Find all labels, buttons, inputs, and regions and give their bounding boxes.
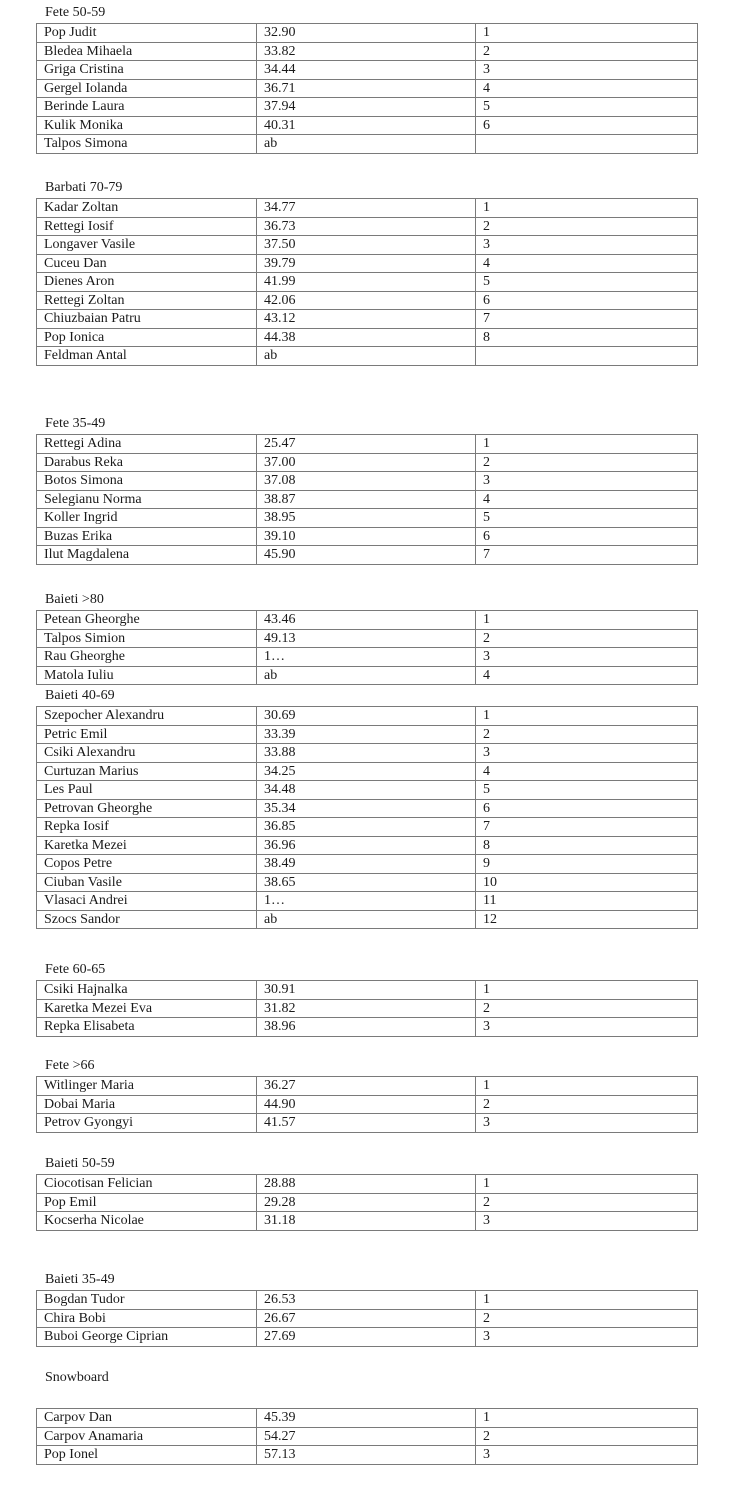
place-cell: 4 <box>476 490 698 509</box>
table-row <box>37 1409 698 1428</box>
time-cell: 31.82 <box>257 999 476 1018</box>
athlete-name-cell: Griga Cristina <box>37 61 257 80</box>
athlete-name-cell: Vlasaci Andrei <box>37 892 257 911</box>
table-row <box>37 762 698 781</box>
results-section <box>36 1272 697 1347</box>
table-row <box>37 855 698 874</box>
time-cell: 39.10 <box>257 527 476 546</box>
time-cell: 27.69 <box>257 1328 476 1347</box>
section-title: Baieti 50-59 <box>45 1156 115 1171</box>
table-row <box>37 1328 698 1347</box>
section-title: Fete >66 <box>45 1058 95 1073</box>
table-row <box>37 1309 698 1328</box>
table-row <box>37 781 698 800</box>
place-cell: 7 <box>476 818 698 837</box>
time-cell: 35.34 <box>257 799 476 818</box>
athlete-name-cell: Dienes Aron <box>37 273 257 292</box>
athlete-name-cell: Ilut Magdalena <box>37 546 257 565</box>
athlete-name-cell: Rettegi Zoltan <box>37 291 257 310</box>
table-row <box>37 666 698 685</box>
athlete-name-cell: Petric Emil <box>37 725 257 744</box>
time-cell: 43.46 <box>257 611 476 630</box>
table-row <box>37 1193 698 1212</box>
time-cell: 45.90 <box>257 546 476 565</box>
athlete-name-cell: Kulik Monika <box>37 116 257 135</box>
place-cell: 6 <box>476 116 698 135</box>
table-row <box>37 1077 698 1096</box>
results-table <box>36 1076 698 1133</box>
time-cell: 37.94 <box>257 98 476 117</box>
athlete-name-cell: Curtuzan Marius <box>37 762 257 781</box>
results-table <box>36 198 698 366</box>
time-cell: ab <box>257 135 476 154</box>
place-cell: 2 <box>476 1427 698 1446</box>
results-table <box>36 610 698 685</box>
athlete-name-cell: Repka Iosif <box>37 818 257 837</box>
table-row <box>37 273 698 292</box>
time-cell: 36.85 <box>257 818 476 837</box>
table-row <box>37 116 698 135</box>
athlete-name-cell: Kadar Zoltan <box>37 199 257 218</box>
athlete-name-cell: Talpos Simona <box>37 135 257 154</box>
athlete-name-cell: Feldman Antal <box>37 347 257 366</box>
table-row <box>37 1114 698 1133</box>
time-cell: 34.48 <box>257 781 476 800</box>
place-cell: 2 <box>476 453 698 472</box>
place-cell: 1 <box>476 981 698 1000</box>
time-cell: 40.31 <box>257 116 476 135</box>
time-cell: 38.65 <box>257 873 476 892</box>
time-cell: 36.73 <box>257 217 476 236</box>
results-section <box>36 5 697 154</box>
place-cell: 3 <box>476 1446 698 1465</box>
athlete-name-cell: Karetka Mezei Eva <box>37 999 257 1018</box>
table-row <box>37 453 698 472</box>
table-row <box>37 472 698 491</box>
place-cell: 6 <box>476 527 698 546</box>
results-table <box>36 23 698 154</box>
place-cell: 3 <box>476 236 698 255</box>
athlete-name-cell: Ciuban Vasile <box>37 873 257 892</box>
athlete-name-cell: Witlinger Maria <box>37 1077 257 1096</box>
place-cell: 6 <box>476 291 698 310</box>
time-cell: 38.95 <box>257 509 476 528</box>
time-cell: 44.38 <box>257 328 476 347</box>
table-row <box>37 818 698 837</box>
table-row <box>37 328 698 347</box>
section-title: Fete 35-49 <box>45 416 106 431</box>
athlete-name-cell: Koller Ingrid <box>37 509 257 528</box>
table-row <box>37 999 698 1018</box>
place-cell: 3 <box>476 472 698 491</box>
athlete-name-cell: Chira Bobi <box>37 1309 257 1328</box>
place-cell: 5 <box>476 781 698 800</box>
athlete-name-cell: Les Paul <box>37 781 257 800</box>
athlete-name-cell: Csiki Alexandru <box>37 744 257 763</box>
table-row <box>37 61 698 80</box>
results-table <box>36 1408 698 1465</box>
place-cell: 3 <box>476 744 698 763</box>
athlete-name-cell: Rau Gheorghe <box>37 648 257 667</box>
time-cell: 1… <box>257 648 476 667</box>
table-row <box>37 1175 698 1194</box>
time-cell: 44.90 <box>257 1095 476 1114</box>
table-row <box>37 199 698 218</box>
time-cell: 30.69 <box>257 707 476 726</box>
table-row <box>37 725 698 744</box>
section-title: Baieti 40-69 <box>45 688 115 703</box>
table-row <box>37 254 698 273</box>
place-cell: 7 <box>476 546 698 565</box>
place-cell: 3 <box>476 648 698 667</box>
section-title: Snowboard <box>45 1370 109 1385</box>
time-cell: 43.12 <box>257 310 476 329</box>
athlete-name-cell: Buboi George Ciprian <box>37 1328 257 1347</box>
athlete-name-cell: Petrov Gyongyi <box>37 1114 257 1133</box>
place-cell: 2 <box>476 1309 698 1328</box>
table-row <box>37 79 698 98</box>
time-cell: 26.53 <box>257 1291 476 1310</box>
place-cell: 12 <box>476 910 698 929</box>
table-row <box>37 435 698 454</box>
section-title: Baieti >80 <box>45 592 104 607</box>
place-cell: 1 <box>476 1291 698 1310</box>
table-row <box>37 24 698 43</box>
athlete-name-cell: Petrovan Gheorghe <box>37 799 257 818</box>
table-row <box>37 1018 698 1037</box>
section-title: Fete 50-59 <box>45 5 106 20</box>
place-cell: 7 <box>476 310 698 329</box>
time-cell: 38.49 <box>257 855 476 874</box>
time-cell: 38.87 <box>257 490 476 509</box>
place-cell <box>476 347 698 366</box>
time-cell: 29.28 <box>257 1193 476 1212</box>
athlete-name-cell: Copos Petre <box>37 855 257 874</box>
table-row <box>37 1212 698 1231</box>
table-row <box>37 236 698 255</box>
place-cell: 1 <box>476 1175 698 1194</box>
time-cell: 34.77 <box>257 199 476 218</box>
results-table <box>36 1290 698 1347</box>
results-table <box>36 706 698 929</box>
athlete-name-cell: Pop Judit <box>37 24 257 43</box>
place-cell: 2 <box>476 725 698 744</box>
table-row <box>37 217 698 236</box>
table-row <box>37 490 698 509</box>
time-cell: 36.71 <box>257 79 476 98</box>
time-cell: 41.57 <box>257 1114 476 1133</box>
time-cell: 32.90 <box>257 24 476 43</box>
time-cell: 39.79 <box>257 254 476 273</box>
time-cell: 34.25 <box>257 762 476 781</box>
table-row <box>37 310 698 329</box>
table-row <box>37 1095 698 1114</box>
time-cell: ab <box>257 666 476 685</box>
athlete-name-cell: Pop Ionel <box>37 1446 257 1465</box>
place-cell: 1 <box>476 1409 698 1428</box>
place-cell: 3 <box>476 1328 698 1347</box>
table-row <box>37 836 698 855</box>
athlete-name-cell: Szocs Sandor <box>37 910 257 929</box>
table-row <box>37 799 698 818</box>
athlete-name-cell: Repka Elisabeta <box>37 1018 257 1037</box>
table-row <box>37 1446 698 1465</box>
athlete-name-cell: Buzas Erika <box>37 527 257 546</box>
time-cell: ab <box>257 347 476 366</box>
results-section <box>36 416 697 565</box>
athlete-name-cell: Rettegi Iosif <box>37 217 257 236</box>
place-cell: 3 <box>476 61 698 80</box>
time-cell: 41.99 <box>257 273 476 292</box>
time-cell: 37.50 <box>257 236 476 255</box>
place-cell: 4 <box>476 666 698 685</box>
results-section <box>36 1058 697 1133</box>
place-cell: 1 <box>476 611 698 630</box>
table-row <box>37 629 698 648</box>
place-cell: 5 <box>476 98 698 117</box>
time-cell: 38.96 <box>257 1018 476 1037</box>
results-table <box>36 1174 698 1231</box>
section-title: Barbati 70-79 <box>45 180 123 195</box>
time-cell: 1… <box>257 892 476 911</box>
athlete-name-cell: Petean Gheorghe <box>37 611 257 630</box>
athlete-name-cell: Gergel Iolanda <box>37 79 257 98</box>
table-row <box>37 546 698 565</box>
table-row <box>37 527 698 546</box>
athlete-name-cell: Carpov Anamaria <box>37 1427 257 1446</box>
results-section <box>36 1156 697 1231</box>
athlete-name-cell: Bledea Mihaela <box>37 42 257 61</box>
time-cell: ab <box>257 910 476 929</box>
time-cell: 45.39 <box>257 1409 476 1428</box>
results-section <box>36 688 697 929</box>
table-row <box>37 707 698 726</box>
place-cell: 1 <box>476 435 698 454</box>
athlete-name-cell: Carpov Dan <box>37 1409 257 1428</box>
time-cell: 57.13 <box>257 1446 476 1465</box>
athlete-name-cell: Bogdan Tudor <box>37 1291 257 1310</box>
place-cell: 2 <box>476 999 698 1018</box>
athlete-name-cell: Botos Simona <box>37 472 257 491</box>
table-row <box>37 1291 698 1310</box>
table-row <box>37 291 698 310</box>
athlete-name-cell: Ciocotisan Felician <box>37 1175 257 1194</box>
place-cell: 11 <box>476 892 698 911</box>
table-row <box>37 42 698 61</box>
place-cell: 6 <box>476 799 698 818</box>
time-cell: 34.44 <box>257 61 476 80</box>
athlete-name-cell: Longaver Vasile <box>37 236 257 255</box>
table-row <box>37 981 698 1000</box>
place-cell: 2 <box>476 217 698 236</box>
athlete-name-cell: Dobai Maria <box>37 1095 257 1114</box>
place-cell: 3 <box>476 1212 698 1231</box>
table-row <box>37 135 698 154</box>
place-cell: 1 <box>476 1077 698 1096</box>
place-cell <box>476 135 698 154</box>
table-row <box>37 892 698 911</box>
athlete-name-cell: Kocserha Nicolae <box>37 1212 257 1231</box>
table-row <box>37 611 698 630</box>
table-row <box>37 910 698 929</box>
place-cell: 8 <box>476 328 698 347</box>
athlete-name-cell: Chiuzbaian Patru <box>37 310 257 329</box>
time-cell: 54.27 <box>257 1427 476 1446</box>
place-cell: 5 <box>476 509 698 528</box>
table-row <box>37 347 698 366</box>
place-cell: 4 <box>476 762 698 781</box>
athlete-name-cell: Darabus Reka <box>37 453 257 472</box>
time-cell: 31.18 <box>257 1212 476 1231</box>
place-cell: 1 <box>476 199 698 218</box>
place-cell: 2 <box>476 629 698 648</box>
results-section <box>36 1370 697 1465</box>
section-title: Fete 60-65 <box>45 962 106 977</box>
table-row <box>37 98 698 117</box>
time-cell: 36.27 <box>257 1077 476 1096</box>
results-section <box>36 592 697 685</box>
time-cell: 42.06 <box>257 291 476 310</box>
place-cell: 8 <box>476 836 698 855</box>
athlete-name-cell: Cuceu Dan <box>37 254 257 273</box>
place-cell: 1 <box>476 707 698 726</box>
time-cell: 36.96 <box>257 836 476 855</box>
results-section <box>36 180 697 366</box>
place-cell: 3 <box>476 1018 698 1037</box>
place-cell: 3 <box>476 1114 698 1133</box>
place-cell: 4 <box>476 254 698 273</box>
time-cell: 49.13 <box>257 629 476 648</box>
table-row <box>37 1427 698 1446</box>
results-table <box>36 980 698 1037</box>
place-cell: 4 <box>476 79 698 98</box>
athlete-name-cell: Csiki Hajnalka <box>37 981 257 1000</box>
section-title: Baieti 35-49 <box>45 1272 115 1287</box>
athlete-name-cell: Pop Ionica <box>37 328 257 347</box>
place-cell: 10 <box>476 873 698 892</box>
athlete-name-cell: Pop Emil <box>37 1193 257 1212</box>
time-cell: 33.39 <box>257 725 476 744</box>
table-row <box>37 648 698 667</box>
table-row <box>37 744 698 763</box>
time-cell: 33.88 <box>257 744 476 763</box>
table-row <box>37 873 698 892</box>
athlete-name-cell: Berinde Laura <box>37 98 257 117</box>
place-cell: 2 <box>476 1095 698 1114</box>
time-cell: 37.00 <box>257 453 476 472</box>
results-table <box>36 434 698 565</box>
athlete-name-cell: Matola Iuliu <box>37 666 257 685</box>
time-cell: 26.67 <box>257 1309 476 1328</box>
time-cell: 33.82 <box>257 42 476 61</box>
time-cell: 30.91 <box>257 981 476 1000</box>
time-cell: 37.08 <box>257 472 476 491</box>
place-cell: 1 <box>476 24 698 43</box>
place-cell: 2 <box>476 42 698 61</box>
results-section <box>36 962 697 1037</box>
athlete-name-cell: Talpos Simion <box>37 629 257 648</box>
athlete-name-cell: Selegianu Norma <box>37 490 257 509</box>
athlete-name-cell: Szepocher Alexandru <box>37 707 257 726</box>
place-cell: 9 <box>476 855 698 874</box>
time-cell: 28.88 <box>257 1175 476 1194</box>
place-cell: 5 <box>476 273 698 292</box>
athlete-name-cell: Rettegi Adina <box>37 435 257 454</box>
athlete-name-cell: Karetka Mezei <box>37 836 257 855</box>
table-row <box>37 509 698 528</box>
time-cell: 25.47 <box>257 435 476 454</box>
place-cell: 2 <box>476 1193 698 1212</box>
